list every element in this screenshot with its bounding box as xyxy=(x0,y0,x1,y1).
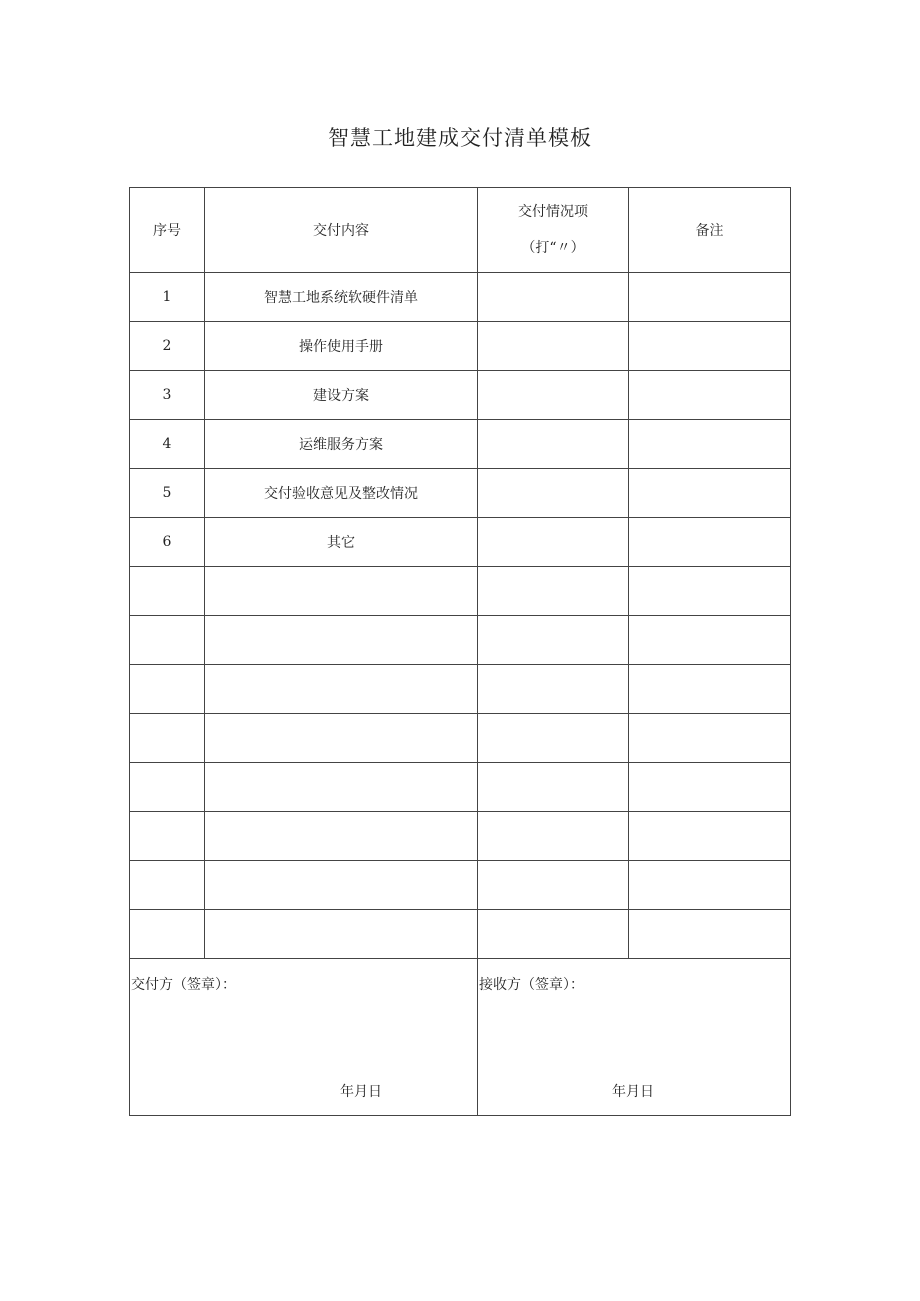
document-title: 智慧工地建成交付清单模板 xyxy=(328,126,592,150)
table-row xyxy=(130,714,791,763)
table-row xyxy=(130,763,791,812)
table-row xyxy=(130,616,791,665)
row-status-cell[interactable] xyxy=(478,616,629,665)
row-remark-cell[interactable] xyxy=(629,420,791,469)
row-seq-cell: 5 xyxy=(130,469,205,518)
row-remark-cell[interactable] xyxy=(629,469,791,518)
delivery-checklist-table xyxy=(129,187,791,1116)
row-remark-cell[interactable] xyxy=(629,763,791,812)
row-remark-cell[interactable] xyxy=(629,812,791,861)
row-content-cell xyxy=(205,812,478,861)
row-remark-cell[interactable] xyxy=(629,518,791,567)
row-content-cell xyxy=(205,910,478,959)
row-content-cell xyxy=(205,567,478,616)
row-status-cell[interactable] xyxy=(478,665,629,714)
table-row xyxy=(130,861,791,910)
header-status-line1: 交付情况项 xyxy=(518,204,588,220)
row-status-cell[interactable] xyxy=(478,910,629,959)
row-status-cell[interactable] xyxy=(478,763,629,812)
row-seq-cell xyxy=(130,861,205,910)
row-remark-cell[interactable] xyxy=(629,567,791,616)
row-seq-cell: 1 xyxy=(130,273,205,322)
table-row xyxy=(130,518,791,567)
table-row xyxy=(130,567,791,616)
header-status-line2: （打“〃） xyxy=(521,240,585,256)
row-status-cell[interactable] xyxy=(478,273,629,322)
row-seq-cell xyxy=(130,714,205,763)
row-content-cell: 建设方案 xyxy=(205,371,478,420)
row-status-cell[interactable] xyxy=(478,812,629,861)
row-content-cell xyxy=(205,616,478,665)
row-status-cell[interactable] xyxy=(478,322,629,371)
row-remark-cell[interactable] xyxy=(629,371,791,420)
row-seq-cell xyxy=(130,567,205,616)
row-content-cell: 运维服务方案 xyxy=(205,420,478,469)
row-seq-cell xyxy=(130,763,205,812)
row-content-cell xyxy=(205,763,478,812)
header-status xyxy=(478,188,629,273)
row-content-cell: 其它 xyxy=(205,518,478,567)
row-seq-cell: 6 xyxy=(130,518,205,567)
row-remark-cell[interactable] xyxy=(629,910,791,959)
receiving-party-label: 接收方（签章）： xyxy=(479,977,584,993)
row-seq-cell xyxy=(130,616,205,665)
table-row xyxy=(130,665,791,714)
table-row xyxy=(130,469,791,518)
row-remark-cell[interactable] xyxy=(629,665,791,714)
row-seq-cell: 2 xyxy=(130,322,205,371)
row-content-cell: 智慧工地系统软硬件清单 xyxy=(205,273,478,322)
row-seq-cell xyxy=(130,910,205,959)
row-remark-cell[interactable] xyxy=(629,322,791,371)
signature-row xyxy=(130,959,791,1116)
receiving-party-signature-cell[interactable] xyxy=(478,959,791,1116)
row-seq-cell: 4 xyxy=(130,420,205,469)
table-row xyxy=(130,910,791,959)
row-content-cell: 操作使用手册 xyxy=(205,322,478,371)
row-status-cell[interactable] xyxy=(478,861,629,910)
row-status-cell[interactable] xyxy=(478,371,629,420)
row-status-cell[interactable] xyxy=(478,567,629,616)
row-status-cell[interactable] xyxy=(478,420,629,469)
row-status-cell[interactable] xyxy=(478,714,629,763)
row-status-cell[interactable] xyxy=(478,469,629,518)
table-row xyxy=(130,322,791,371)
row-remark-cell[interactable] xyxy=(629,273,791,322)
header-seq: 序号 xyxy=(130,188,205,273)
delivering-party-label: 交付方（签章）： xyxy=(131,977,236,993)
row-remark-cell[interactable] xyxy=(629,714,791,763)
delivering-party-date: 年月日 xyxy=(340,1084,382,1100)
row-remark-cell[interactable] xyxy=(629,861,791,910)
row-status-cell[interactable] xyxy=(478,518,629,567)
table-row xyxy=(130,812,791,861)
header-remark: 备注 xyxy=(629,188,791,273)
table-header-row xyxy=(130,188,791,273)
row-seq-cell xyxy=(130,665,205,714)
row-remark-cell[interactable] xyxy=(629,616,791,665)
table-row xyxy=(130,420,791,469)
table-row xyxy=(130,273,791,322)
row-content-cell xyxy=(205,665,478,714)
table-row xyxy=(130,371,791,420)
delivering-party-signature-cell[interactable] xyxy=(130,959,478,1116)
header-content: 交付内容 xyxy=(205,188,478,273)
row-content-cell xyxy=(205,861,478,910)
row-content-cell xyxy=(205,714,478,763)
receiving-party-date: 年月日 xyxy=(612,1084,654,1100)
row-seq-cell: 3 xyxy=(130,371,205,420)
row-seq-cell xyxy=(130,812,205,861)
row-content-cell: 交付验收意见及整改情况 xyxy=(205,469,478,518)
